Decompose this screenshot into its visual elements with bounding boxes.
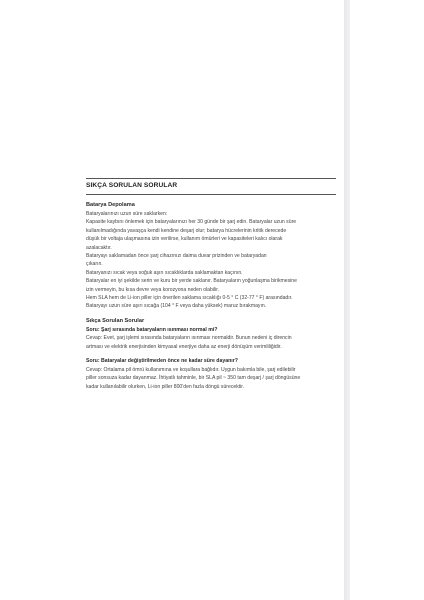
storage-line: Bataryanızı sıcak veya soğuk aşırı sıcaklıklarda saklamaktan kaçının.: [86, 269, 243, 276]
faq-answer-line: piller sonsuza kadar dayanmaz. İhtiyatlı tahminle, bir SLA pil ~ 350 tam deşarj / şarj döngüsüne: [86, 375, 301, 382]
faq-heading: Sıkça Sorulan Sorular: [86, 317, 145, 324]
faq-question-1: Soru: Şarj sırasında bataryaların ısınması normal mi?: [86, 326, 218, 333]
storage-line: Bataryayı uzun süre aşırı sıcağa (104 ° F veya daha yüksek) maruz bırakmayın.: [86, 303, 267, 310]
faq-answer-line: artması ve elektrik enerjisinden kimyasal enerjiye daha az enerji dönüşüm verimliliğidir.: [86, 343, 282, 350]
page-edge-shadow: [344, 0, 350, 600]
storage-line: Bataryalarınızı uzun süre saklarken:: [86, 211, 168, 217]
document-title: SIKÇA SORULAN SORULAR: [86, 182, 178, 189]
faq-answer-line: Cevap: Ortalama pil ömrü kullanımına ve koşullara bağlıdır. Uygun bakımla bile, şarj edilebilir: [86, 366, 296, 373]
storage-line: düşük bir voltaja ulaşmasına izin verilirse, kullanım ömürleri ve kapasiteleri kalıcı olarak: [86, 236, 283, 243]
storage-line: izin vermeyin, bu kısa devre veya korozyona neden olabilir.: [86, 286, 220, 293]
faq-document: [86, 178, 336, 391]
storage-body: [86, 210, 336, 311]
faq-question-2: Soru: Bataryalar değiştirilmeden önce ne kadar süre dayanır?: [86, 358, 238, 365]
storage-line: çıkarın.: [86, 261, 103, 268]
storage-line: Kapasite kaybını önlemek için bataryalarınızı her 30 günde bir şarj edin. Bataryalar uzun süre: [86, 219, 297, 226]
storage-heading: Batarya Depolama: [86, 202, 135, 208]
title-underline: [86, 194, 336, 195]
storage-line: Hem SLA hem de Li-ion piller için önerilen saklama sıcaklığı 0-5 ° C (32-77 ° F) arasındadır.: [86, 295, 293, 302]
faq-answer-line: kadar kullanılabilir olurken, Li-ion piller 800'den fazla döngü sürecektir.: [86, 383, 245, 390]
storage-line: kullanılmadığında yavaşça kendi kendine deşarj olur; batarya hücrelerinin kritik derecede: [86, 227, 287, 234]
faq-answer-line: Cevap: Evet, şarj işlemi sırasında bataryaların ısınması normaldir. Bunun nedeni iç direncin: [86, 335, 292, 342]
storage-line: Bataryayı saklamadan önce şarj cihazınızı daima duvar prizinden ve bataryadan: [86, 253, 267, 260]
top-rule: [86, 178, 336, 179]
storage-line: azalacaktır.: [86, 244, 112, 251]
storage-line: Bataryalar en iyi şekilde serin ve kuru bir yerde saklanır. Bataryaların yoğunlaşma birikmesine: [86, 278, 297, 285]
